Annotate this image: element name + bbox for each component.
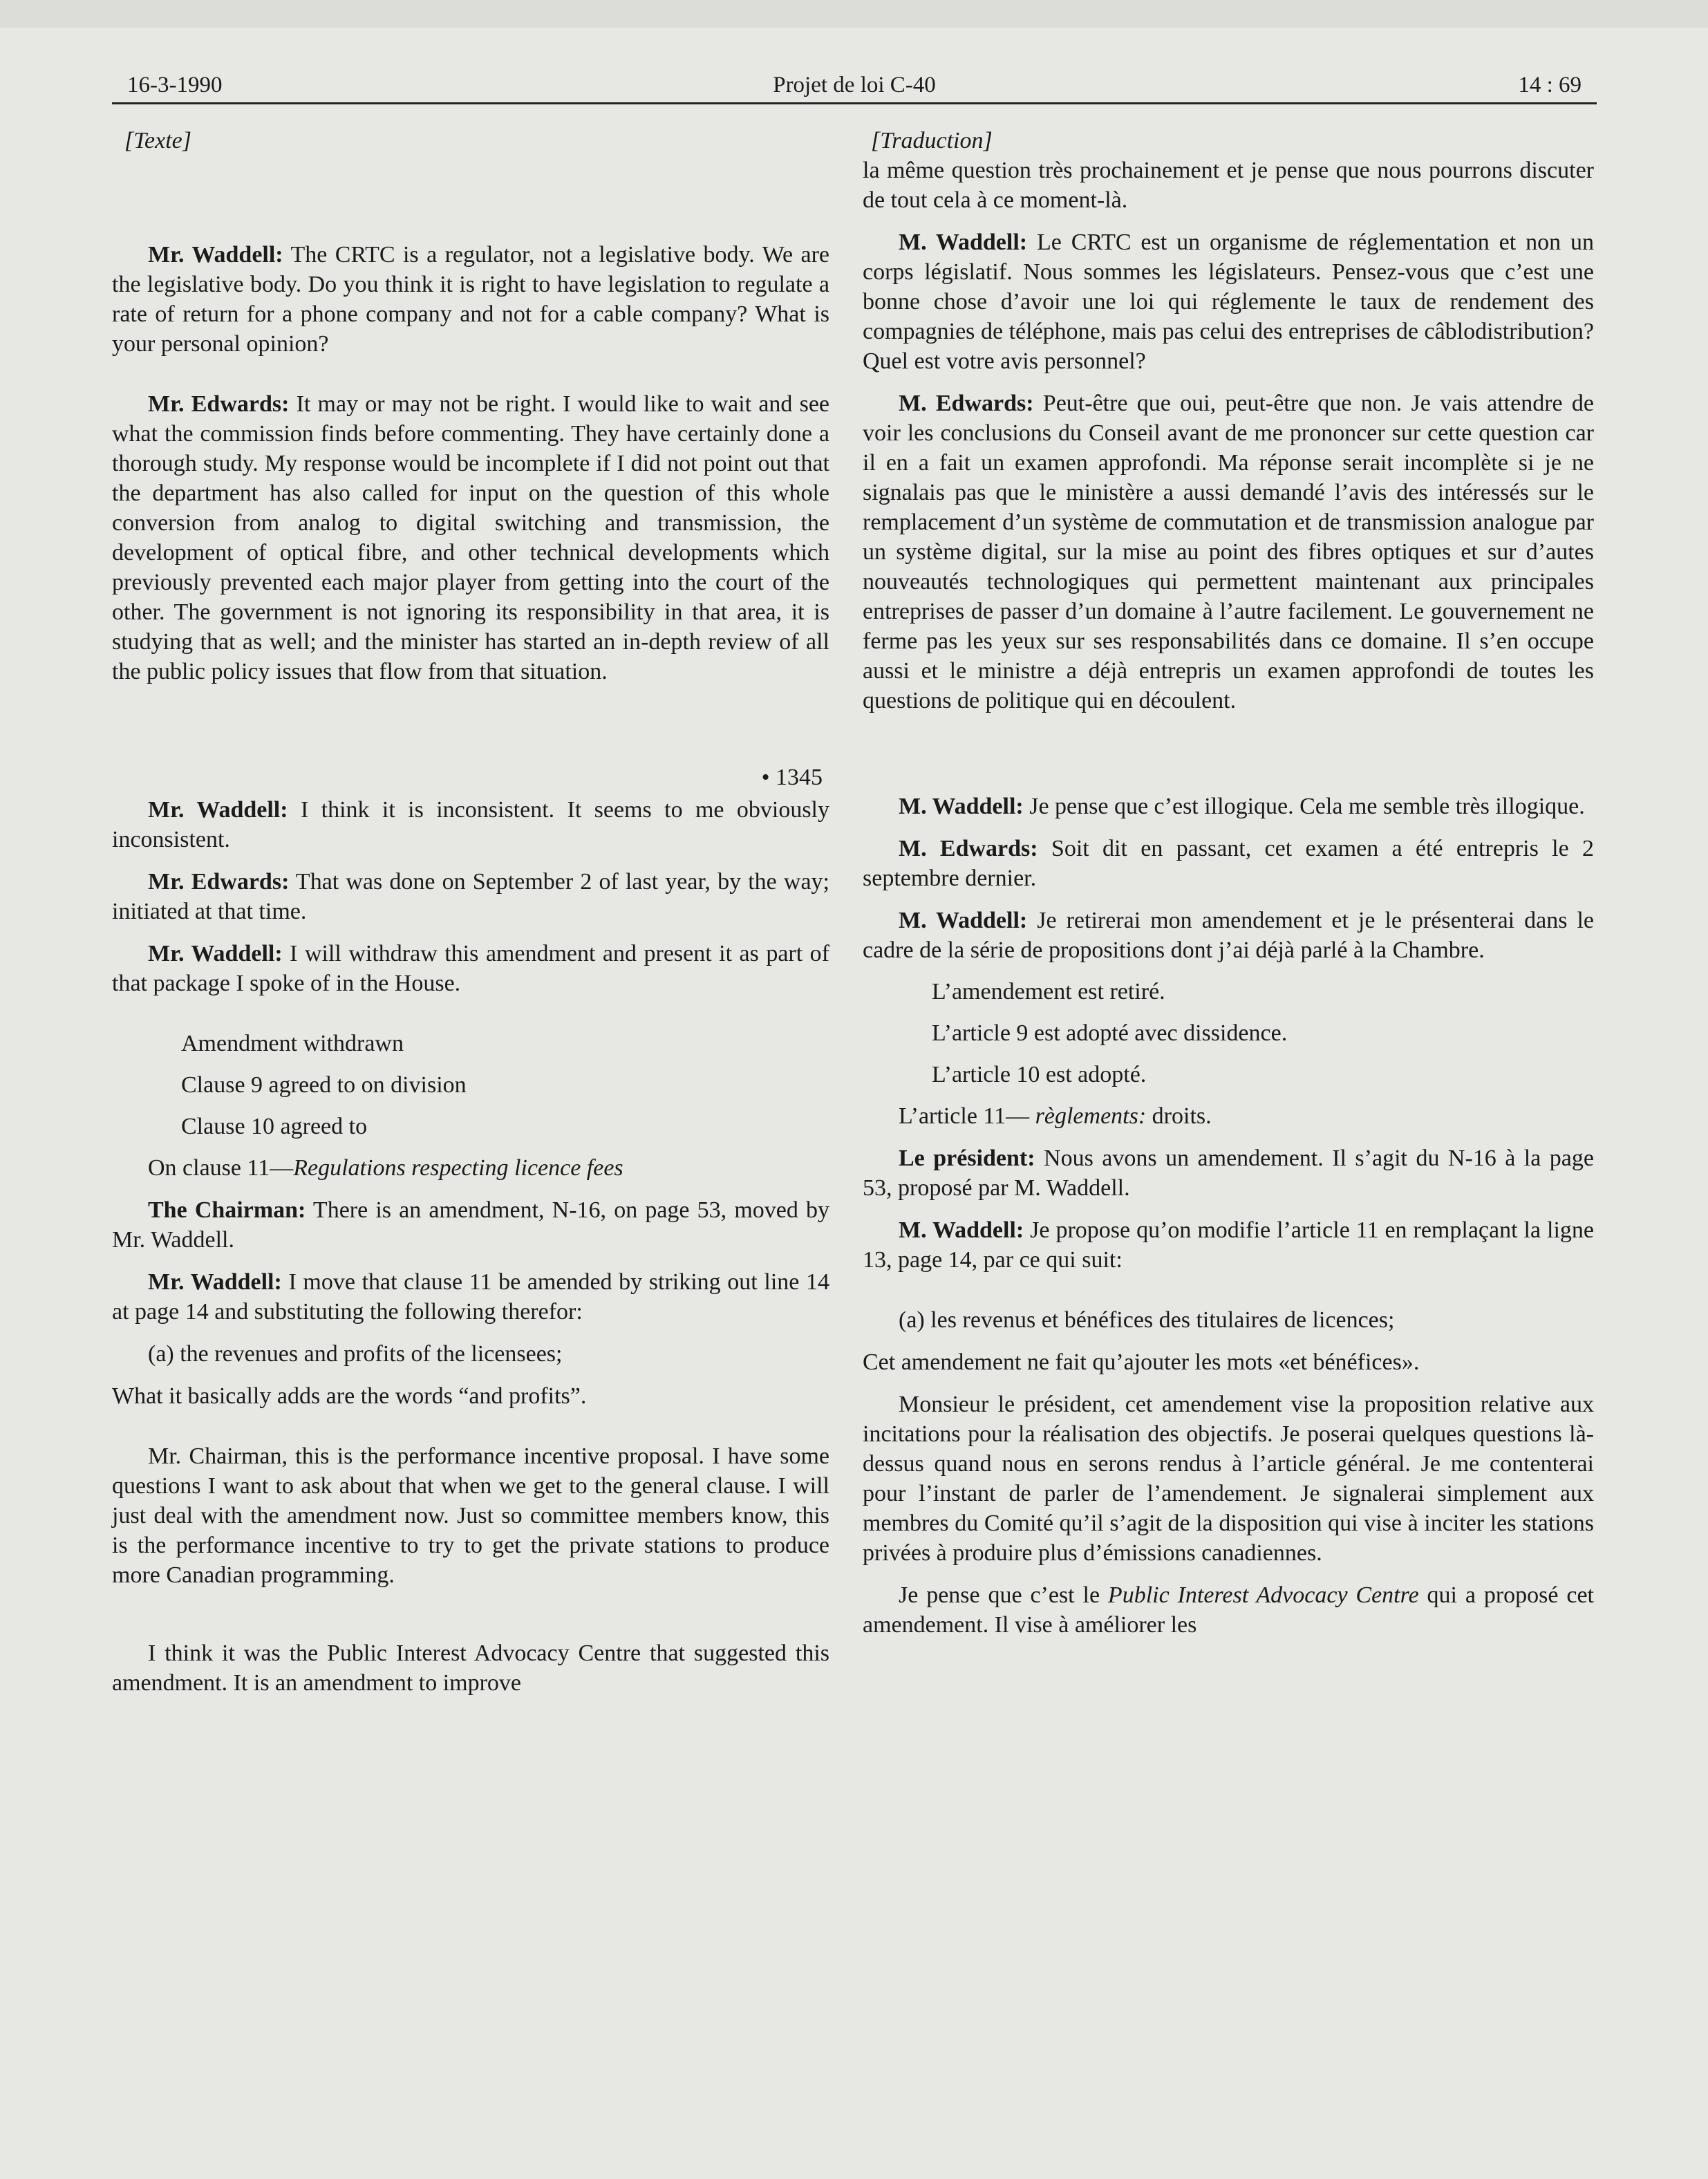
paragraph [112,389,829,686]
paragraph: Monsieur le président, cet amendement vise la proposition relative aux incitations pour la réalisation des objectifs. Je poserai quelques questions là-dessus quand nous en serons rendus à l’article général. Je me contenterai pour l’instant de parler de l’amendement. Je signalerai simplement aux membres du Comité qu’il s’agit de la disposition qui vise à inciter les stations privées à produire plus d’émissions canadiennes. [863,1392,1594,1566]
speech-text: That was done on September 2 of last year, by the way; initiated at that time. [112,869,829,924]
clause-heading [112,1153,829,1183]
speech-text: Je retirerai mon amendement et je le présenterai dans le cadre de la série de propositions dont j’ai déjà parlé à la Chambre. [863,908,1595,963]
paragraph: Cet amendement ne fait qu’ajouter les mots «et bénéfices». [863,1349,1420,1375]
clause-heading [863,1101,1594,1131]
speaker: M. Waddell: [899,230,1028,255]
speech-text: There is an amendment, N-16, on page 53, moved by Mr. Waddell. [112,1197,830,1253]
speech-text: The CRTC is a regulator, not a legislative body. We are the legislative body. Do you think it is right to have legislation to regulate a rate of return for a phone company and not for a cable company? What is your personal opinion? [112,242,829,357]
time-marker: • 1345 [761,765,823,790]
paragraph [112,240,829,359]
paragraph [112,1267,829,1327]
paragraph [112,867,829,926]
paragraph [112,939,829,998]
header-title: Projet de loi C-40 [773,73,936,97]
paragraph [863,834,1594,893]
organization-name: Public Interest Advocacy Centre [1107,1582,1419,1608]
motion-line: L’article 10 est adopté. [932,1062,1147,1087]
speaker: Mr. Waddell: [148,242,283,268]
page-edge [0,0,1708,28]
clause-suffix: droits. [1146,1103,1212,1129]
motion-line: Amendment withdrawn [181,1031,404,1056]
clause-title: règlements: [1035,1103,1147,1129]
speech-text: Je propose qu’on modifie l’article 11 en remplaçant la ligne 13, page 14, par ce qui suit: [863,1217,1594,1273]
speech-text: Peut-être que oui, peut-être que non. Je vais attendre de voir les conclusions du Conseil avant de me prononcer sur cette question car il en a fait un examen approfondi. Ma réponse serait incomplète si je ne signalais pas que le ministère a aussi demandé l’avis des intéressés sur le remplacement d’un système de commutation et de transmission analogue par un système digital, sur la mise au point des fibres optiques et sur d’autes nouveautés technologiques qui permettent maintenant aux principales entreprises de passer d’un domaine à l’autre facilement. Le gouvernement ne ferme pas les yeux sur ses responsabilités dans ce domaine. Il s’en occupe aussi et le ministre a déjà entrepris un examen approfondi de toutes les questions de politique qui en découlent. [863,391,1594,713]
speaker: Mr. Edwards: [148,869,290,895]
speaker: Mr. Waddell: [148,797,288,823]
speaker: Le président: [899,1145,1035,1171]
paragraph: Mr. Chairman, this is the performance incentive proposal. I have some questions I want to ask about that when we get to the general clause. I will just deal with the amendment now. Just so committee members know, this is the performance incentive to try to get the private stations to produce more Canadian programming. [112,1443,829,1588]
speech-text: I will withdraw this amendment and present it as part of that package I spoke of in the House. [112,941,829,996]
paragraph [863,792,1594,821]
text-run: Je pense que c’est le [899,1582,1108,1608]
motion-line: Clause 9 agreed to on division [181,1072,467,1098]
paragraph [863,906,1594,965]
clause-prefix: L’article 11— [899,1103,1035,1129]
speaker: M. Waddell: [899,794,1024,819]
paragraph: What it basically adds are the words “and profits”. [112,1383,587,1409]
paragraph [112,795,829,854]
speech-text: I move that clause 11 be amended by striking out line 14 at page 14 and substituting the following therefor: [112,1269,829,1325]
speech-text: I think it is inconsistent. It seems to me obviously inconsistent. [112,797,829,852]
amendment-text: (a) the revenues and profits of the licensees; [148,1341,563,1367]
english-column [112,126,829,1698]
page-header [112,64,1597,104]
paragraph [863,1143,1594,1203]
motion-line: L’article 9 est adopté avec dissidence. [932,1020,1288,1046]
speaker: Mr. Waddell: [148,941,283,966]
header-date: 16-3-1990 [127,73,223,97]
paragraph: la même question très prochainement et je pense que nous pourrons discuter de tout cela à ce moment-là. [863,158,1594,213]
speaker: Mr. Edwards: [148,391,290,417]
paragraph [863,1580,1594,1640]
speech-text: Nous avons un amendement. Il s’agit du N-16 à la page 53, proposé par M. Waddell. [863,1145,1594,1201]
text-run: qui a proposé cet amendement. Il vise à améliorer les [863,1582,1594,1638]
paragraph [863,389,1594,716]
speech-text: Je pense que c’est illogique. Cela me semble très illogique. [1023,794,1585,819]
header-page-number: 14 : 69 [1518,73,1582,97]
clause-prefix: On clause 11— [148,1155,294,1181]
clause-title: Regulations respecting licence fees [293,1155,623,1181]
translation-label: [Traduction] [871,128,993,153]
speaker: Mr. Waddell: [148,1269,282,1295]
speaker: M. Edwards: [899,391,1034,416]
motion-line: L’amendement est retiré. [932,979,1165,1004]
speech-text: It may or may not be right. I would like to wait and see what the commission finds before commenting. They have certainly done a thorough study. My response would be incomplete if I did not point out that the department has also called for input on the question of this whole conversion from analog to digital switching and transmission, the development of optical fibre, and other technical developments which previously prevented each major player from getting into the court of the other. The government is not ignoring its responsibility in that area, it is studying that as well; and the minister has started an in-depth review of all the public policy issues that flow from that situation. [112,391,829,684]
speaker: The Chairman: [148,1197,306,1223]
paragraph [863,1215,1594,1275]
motion-line: Clause 10 agreed to [181,1114,368,1139]
text-label: [Texte] [124,128,191,153]
speaker: M. Edwards: [899,836,1038,861]
speaker: M. Waddell: [899,1217,1024,1243]
amendment-text: (a) les revenus et bénéfices des titulaires de licences; [899,1307,1395,1333]
french-column [863,126,1594,1640]
speech-text: Soit dit en passant, cet examen a été entrepris le 2 septembre dernier. [863,836,1594,891]
paragraph [112,1195,829,1255]
paragraph [863,227,1594,376]
paragraph: I think it was the Public Interest Advocacy Centre that suggested this amendment. It is an amendment to improve [112,1640,829,1696]
speaker: M. Waddell: [899,908,1028,933]
speech-text: Le CRTC est un organisme de réglementation et non un corps législatif. Nous sommes les législateurs. Pensez-vous que c’est une bonne chose d’avoir une loi qui réglemente le taux de rendement des compagnies de téléphone, mais pas celui des entreprises de câblodistribution? Quel est votre avis personnel? [863,230,1594,374]
